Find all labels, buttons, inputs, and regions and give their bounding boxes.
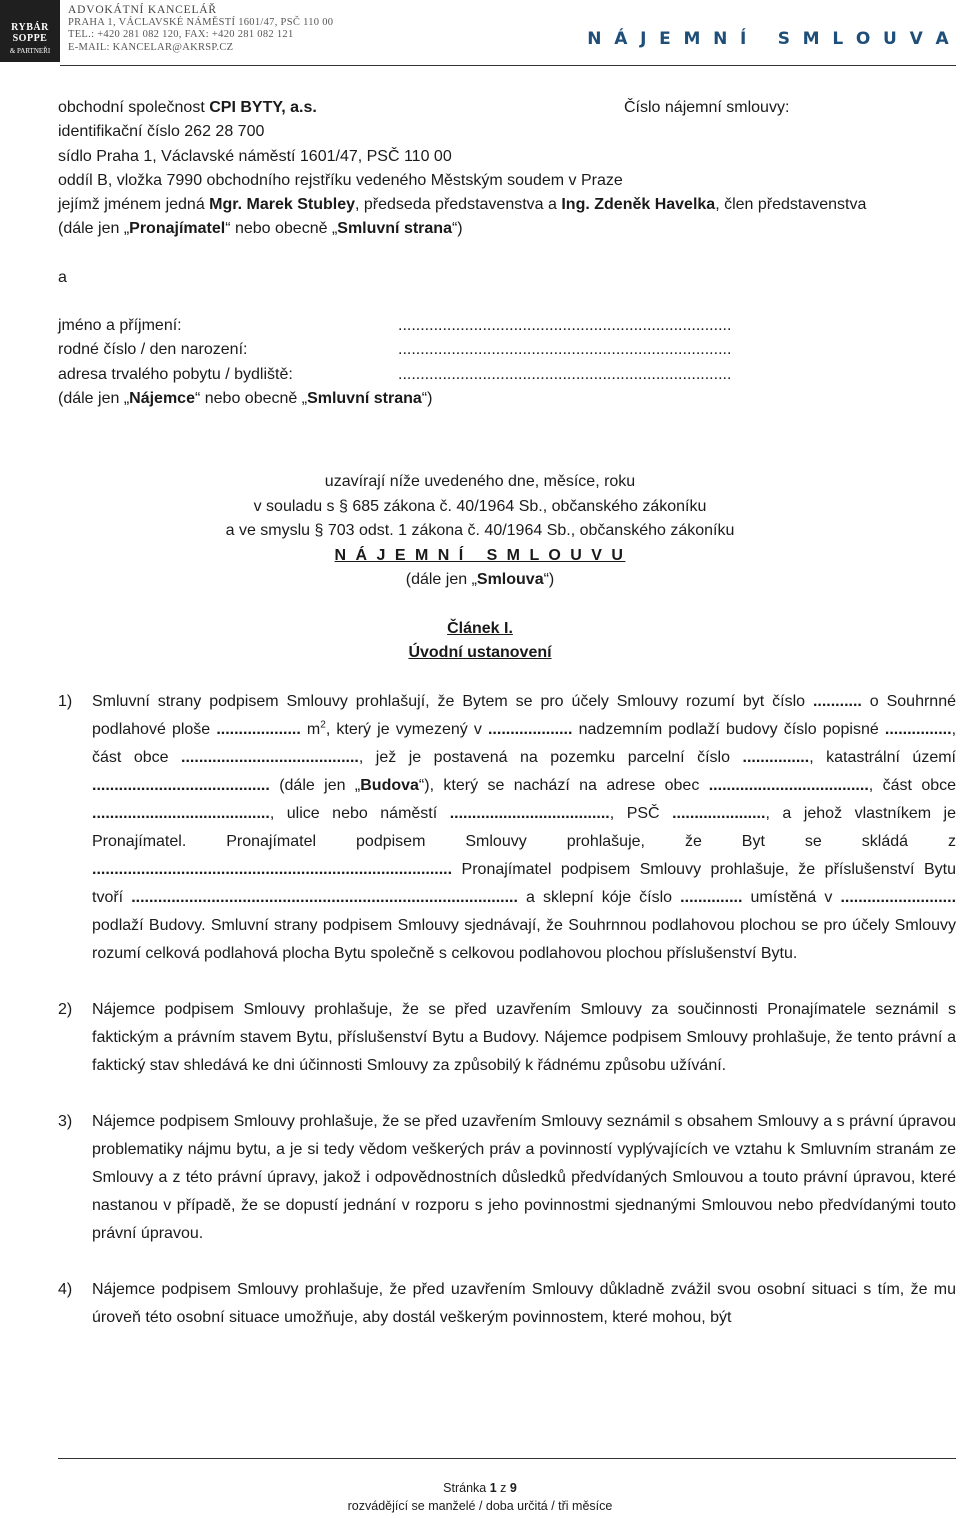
def-term: Budova [360,777,419,794]
field-value: ........................................................................... [398,317,732,335]
placeholder-dots: .......................... [840,889,957,906]
def-text: (dále jen „ [58,389,130,407]
para-text: nadzemním podlaží budovy číslo popisné [572,721,885,738]
placeholder-dots: .............. [680,889,743,906]
landlord-registry-line: oddíl B, vložka 7990 obchodního rejstříku vedeného Městským soudem v Praze [58,171,623,189]
para-text: , katastrální území [809,749,956,766]
paragraph-2 [58,996,956,1080]
logo-line-1: RYBÁR [11,22,49,33]
def-term: Smlouva [476,571,544,588]
landlord-company-line [58,96,956,120]
superscript: 2 [320,719,326,731]
para-text: , část obce [92,721,957,766]
placeholder-dots: ................... [487,721,573,738]
logo-line-3: & PARTNEŘI [9,47,51,55]
document-title: N Á J E M N Í S M L O U V A [587,29,952,49]
para-text: umístěná v [742,889,841,906]
contract-definition [0,568,960,592]
para-text: , část obce [868,777,957,794]
def-text: “) [543,571,555,588]
placeholder-dots: ................................................................................. [92,861,453,878]
para-text: “), který se nachází na adrese obec [418,777,709,794]
footer-subtitle: rozvádějící se manželé / doba určitá / tři měsíce [347,1499,613,1513]
article-title-text: Úvodní ustanovení [408,644,552,661]
tenant-fields [58,314,956,411]
para-text: Smluvní strany podpisem Smlouvy prohlašují, že Bytem se pro účely Smlouvy rozumí byt číslo [92,693,813,710]
page-header [0,0,960,62]
def-term: Pronajímatel [129,220,226,238]
placeholder-dots: ..................... [672,805,766,822]
firm-contact-block [68,4,333,54]
article-number [0,617,960,641]
placeholder-dots: ........................................ [92,777,270,794]
para-text: o Souhrnné podlahové ploše [92,693,956,738]
page-total: 9 [509,1481,517,1495]
paragraph-4 [58,1276,956,1332]
para-text: Nájemce podpisem Smlouvy prohlašuje, že se před uzavřením Smlouvy za součinnosti Pronajímatele seznámil s faktickým a právním stavem Bytu, příslušenství Bytu a Budovy. Nájemce podpisem Smlouvy prohlašuje, že tento právní a faktický stav shledává ke dni účinnosti Smlouvy za způsobilý k řádnému způsobu užívání. [92,1001,956,1074]
placeholder-dots: ............... [742,749,810,766]
tenant-field-address [58,363,956,387]
footer-divider [58,1458,956,1459]
logo-line-2: SOPPE [12,33,48,44]
def-term: Nájemce [129,389,195,407]
placeholder-dots: ............... [884,721,952,738]
landlord-representatives-line [58,193,956,217]
placeholder-dots: .................................... [449,805,610,822]
def-text: (dále jen „ [58,220,130,238]
contract-title-text: N Á J E M N Í S M L O U V U [334,547,626,564]
para-text: podlaží Budovy. Smluvní strany podpisem Smlouvy sjednávají, že Souhrnnou podlahovou plochou se pro účely Smlouvy rozumí celková podlahová plocha Bytu společně s celkovou podlahovou plochou příslušenství Bytu. [92,917,956,962]
landlord-seat-line: sídlo Praha 1, Václavské náměstí 1601/47, PSČ 110 00 [58,147,452,165]
def-text: “) [451,220,463,238]
rep-text: , předseda představenstva a [355,196,562,214]
para-text: m [300,721,321,738]
field-label: adresa trvalého pobytu / bydliště: [58,365,293,383]
placeholder-dots: ........... [812,693,862,710]
tenant-field-name [58,314,956,338]
firm-name: ADVOKÁTNÍ KANCELÁŘ [68,4,217,16]
para-text: , jež je postavená na pozemku parcelní číslo [358,749,743,766]
para-text: , který je vymezený v [325,721,488,738]
company-prefix: obchodní společnost [58,99,210,116]
field-value: ........................................................................... [398,365,732,383]
header-divider [60,65,956,66]
tenant-field-birth [58,338,956,362]
placeholder-dots: ........................................ [181,749,359,766]
parties-section [58,96,956,411]
field-label: rodné číslo / den narození: [58,341,248,359]
contract-number-label: Číslo nájemní smlouvy: [624,99,790,116]
def-text: (dále jen „ [405,571,477,588]
contract-title [0,544,960,568]
para-text: a sklepní kóje číslo [517,889,681,906]
firm-email: E-MAIL: KANCELAR@AKRSP.CZ [68,41,234,53]
article-title [0,641,960,665]
article-number-text: Článek I. [447,620,513,637]
paragraph-number: 2) [58,1001,73,1018]
tenant-definition-line [58,387,956,411]
landlord-id-line: identifikační číslo 262 28 700 [58,123,265,141]
def-term: Smluvní strana [337,220,452,238]
preamble-line-3: a ve smyslu § 703 odst. 1 zákona č. 40/1964 Sb., občanského zákoníku [225,522,735,539]
article-paragraphs [58,688,956,1360]
placeholder-dots: .................................... [708,777,869,794]
para-text: , a jehož vlastníkem je Pronajímatel. Pronajímatel podpisem Smlouvy prohlašuje, že Byt se skládá z [92,805,956,850]
rep-text: jejímž jménem jedná [58,196,210,214]
para-text: Nájemce podpisem Smlouvy prohlašuje, že se před uzavřením Smlouvy seznámil s obsahem Smlouvy a s právní úpravou problematiky nájmu bytu, a je si tedy vědom veškerých práv a povinností vyplývajících ve vztahu k Smluvním stranám ze Smlouvy a z této právní úpravy, jakož i odpovědnostních důsledků předvídaných Smlouvou a touto právní úpravou, které nastanou v případě, že se dopustí jednání v rozporu s jeho povinnostmi sjednanými Smlouvou nebo předvídanými touto právní úpravou. [92,1113,956,1242]
firm-address: PRAHA 1, VÁCLAVSKÉ NÁMĚSTÍ 1601/47, PSČ 110 00 [68,16,334,28]
rep-name-1: Mgr. Marek Stubley [209,196,355,214]
def-text: “ nebo obecně „ [225,220,338,238]
page-number [0,1479,960,1497]
def-text: “) [421,389,433,407]
preamble-line-1: uzavírají níže uvedeného dne, měsíce, roku [324,473,636,490]
placeholder-dots: ....................................................................................... [131,889,518,906]
placeholder-dots: ................... [216,721,301,738]
field-value: ........................................................................... [398,341,732,359]
def-text: “ nebo obecně „ [194,389,308,407]
para-text: Nájemce podpisem Smlouvy prohlašuje, že před uzavřením Smlouvy důkladně zvážil svou osobní situaci s tím, že mu úroveň této osobní situace umožňuje, aby dostál veškerým povinnostem, které mohou, být [92,1281,956,1326]
rep-name-2: Ing. Zdeněk Havelka [561,196,716,214]
paragraph-3 [58,1108,956,1248]
firm-logo [0,0,60,62]
firm-phone: TEL.: +420 281 082 120, FAX: +420 281 082 121 [68,29,294,40]
preamble-line-2: v souladu s § 685 zákona č. 40/1964 Sb., občanského zákoníku [253,498,707,515]
rep-text: , člen představenstva [715,196,867,214]
paragraph-number: 3) [58,1113,73,1130]
def-term: Smluvní strana [307,389,422,407]
paragraph-number: 4) [58,1281,73,1298]
page-current: 1 [489,1481,497,1495]
paragraph-1 [58,688,956,968]
para-text: Pronajímatel podpisem Smlouvy prohlašuje, že příslušenství Bytu tvoří [92,861,956,906]
page-label: Stránka [443,1481,490,1495]
placeholder-dots: ........................................ [92,805,270,822]
para-text: , PSČ [609,805,673,822]
para-text: , ulice nebo náměstí [269,805,450,822]
para-text: (dále jen „ [269,777,361,794]
paragraph-number: 1) [58,693,73,710]
company-name: CPI BYTY, a.s. [209,99,317,116]
page-label: z [496,1481,510,1495]
field-label: jméno a příjmení: [58,317,182,335]
landlord-definition-line [58,217,956,241]
conjunction-and: a [58,268,67,286]
